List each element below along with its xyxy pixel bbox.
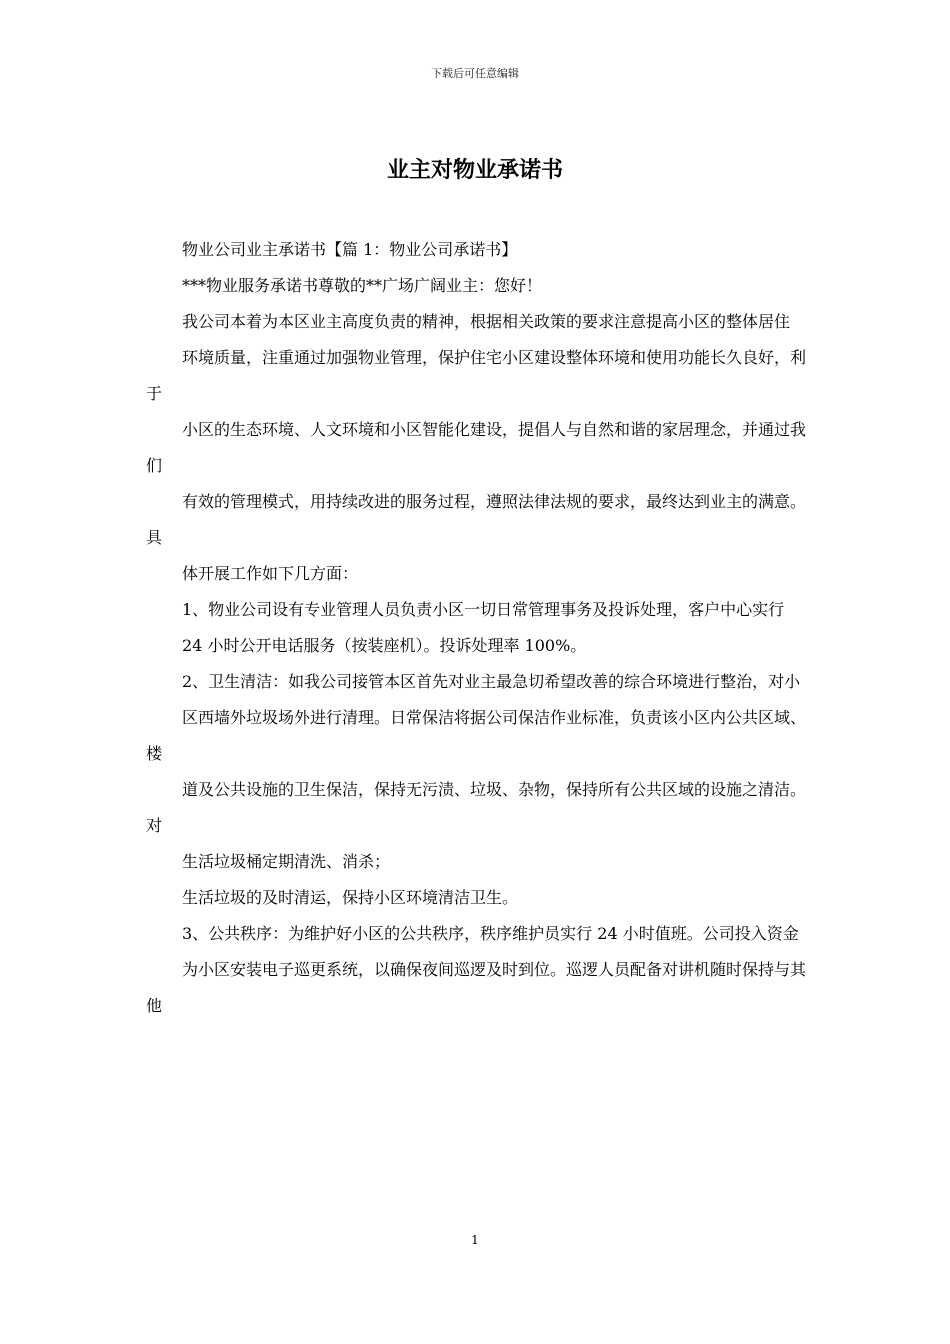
- paragraph-9: 24 小时公开电话服务（按装座机）。投诉处理率 100%。: [182, 636, 587, 655]
- paragraph-2: ***物业服务承诺书尊敬的**广场广阔业主：您好！: [182, 276, 543, 295]
- paragraph-6: 有效的管理模式，用持续改进的服务过程，遵照法律法规的要求，最终达到业主的满意。具: [146, 492, 807, 547]
- paragraph-14: 生活垃圾的及时清运，保持小区环境清洁卫生。: [182, 888, 519, 907]
- paragraph-8: 1、物业公司设有专业管理人员负责小区一切日常管理事务及投诉处理，客户中心实行: [182, 600, 785, 619]
- page-number: 1: [471, 1233, 479, 1247]
- paragraph-3: 我公司本着为本区业主高度负责的精神，根据相关政策的要求注意提高小区的整体居住: [182, 312, 791, 331]
- paragraph-13: 生活垃圾桶定期清洗、消杀；: [182, 852, 391, 871]
- paragraph-7: 体开展工作如下几方面：: [182, 564, 359, 583]
- document-body: [146, 232, 806, 1024]
- header-note: 下载后可任意编辑: [431, 67, 519, 80]
- paragraph-12: 道及公共设施的卫生保洁，保持无污渍、垃圾、杂物，保持所有公共区域的设施之清洁。对: [146, 780, 807, 835]
- paragraph-4: 环境质量，注重通过加强物业管理，保护住宅小区建设整体环境和使用功能长久良好，利于: [146, 348, 807, 403]
- document-title: 业主对物业承诺书: [386, 157, 563, 183]
- paragraph-11: 区西墙外垃圾场外进行清理。日常保洁将据公司保洁作业标准，负责该小区内公共区域、楼: [146, 708, 807, 763]
- paragraph-15: 3、公共秩序：为维护好小区的公共秩序，秩序维护员实行 24 小时值班。公司投入资金: [182, 924, 799, 943]
- paragraph-1: 物业公司业主承诺书【篇 1：物业公司承诺书】: [182, 240, 518, 259]
- paragraph-16: 为小区安装电子巡更系统，以确保夜间巡逻及时到位。巡逻人员配备对讲机随时保持与其他: [146, 960, 807, 1015]
- paragraph-5: 小区的生态环境、人文环境和小区智能化建设，提倡人与自然和谐的家居理念，并通过我们: [146, 420, 807, 475]
- paragraph-10: 2、卫生清洁：如我公司接管本区首先对业主最急切希望改善的综合环境进行整治，对小: [182, 672, 801, 691]
